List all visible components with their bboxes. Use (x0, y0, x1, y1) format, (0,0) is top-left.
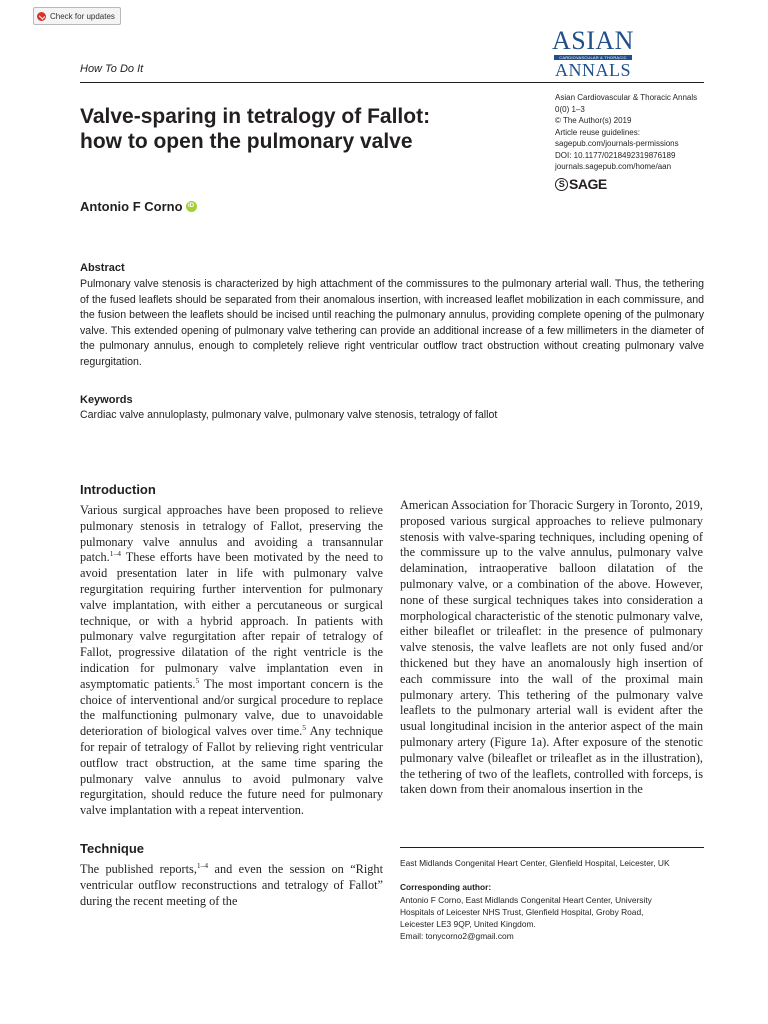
intro-text-3: The most important concern is the choice of interventional and/or surgical procedure to replace the malfunctioning pulmonary valve, due to unavoidable deterioration of biological valves over time. (80, 676, 383, 739)
technique-continued-paragraph: American Association for Thoracic Surgery in Toronto, 2019, proposed various surgical approaches to relieve pulmonary stenosis with valve-sparing techniques, including opening of the commissure up to the valve annulus, pulmonary valve delamination, intraoperative balloon dilatation of the pulmonary valve, or a combination of the above. However, none of these surgical techniques takes into consideration a morphological characteristic of the stenotic pulmonary valve, either bileaflet or trileaflet: in the presence of pulmonary valve stenosis, the valve leaflets are not only fused and/or thickened but they have an anomalously high insertion of each commissure into the wall of the proximal main pulmonary artery. This tethering of the pulmonary valve leaflets to the pulmonary arterial wall is evident after the usual longitudinal incision in the anterior aspect of the main pulmonary artery (Figure 1a). After exposure of the stenotic pulmonary valve (bileaflet or trileaflet as in the illustration), the tethering of two of the leaflets, controlled with forceps, is taken down from their anomalous insertion in the (400, 498, 703, 797)
citation-ref[interactable]: 1–4 (109, 549, 121, 559)
left-column (80, 482, 383, 909)
citation-ref[interactable]: 1–4 (196, 860, 209, 870)
citation-ref[interactable]: 5 (302, 723, 306, 733)
introduction-paragraph (80, 503, 383, 819)
technique-text-2: and even the session on “Right ventricular outflow reconstructions and tetralogy of Fallot” during the recent meeting of the (80, 861, 383, 908)
journal-logo-line2: ANNALS (554, 60, 631, 80)
corresponding-line: Hospitals of Leicester NHS Trust, Glenfield Hospital, Groby Road, (400, 907, 644, 917)
reuse-label: Article reuse guidelines: (555, 127, 640, 137)
journal-name: Asian Cardiovascular & Thoracic Annals (555, 93, 698, 102)
corresponding-email[interactable]: Email: tonycorno2@gmail.com (400, 931, 514, 941)
technique-heading: Technique (80, 840, 145, 856)
orcid-icon[interactable]: iD (186, 201, 197, 212)
author-line (80, 199, 197, 214)
technique-text-1: The published reports, (80, 861, 197, 876)
journal-metadata (555, 92, 697, 173)
header-divider (80, 82, 704, 83)
journal-homepage-link[interactable]: journals.sagepub.com/home/aan (555, 162, 672, 171)
section-label: How To Do It (80, 63, 144, 75)
article-title-line2: how to open the pulmonary valve (80, 130, 413, 153)
permissions-link[interactable]: sagepub.com/journals-permissions (555, 139, 679, 148)
intro-text-4: Any technique for repair of tetralogy of Fallot by relieving right ventricular outflow tract obstruction, at the same time sparing the pulmonary valve annulus to avoid pulmonary valve regurgitation, should reduce the future need for pulmonary valve implantation with a repeat intervention. (80, 724, 383, 818)
intro-text-2: These efforts have been motivated by the need to avoid presentation later in life with pulmonary valve regurgitation requiring further intervention for pulmonary valve implantation, with either a percutaneous or surgical technique, or with a hybrid approach. In patients with pulmonary valve regurgitation after repair of tetralogy of Fallot, progressive dilatation of the right ventricle is the indication for pulmonary valve implantation even in asymptomatic patients. (80, 550, 383, 691)
journal-logo-bar: CARDIOVASCULAR & THORACIC (554, 55, 632, 60)
corresponding-line: Leicester LE3 9QP, United Kingdom. (400, 919, 536, 929)
doi[interactable]: DOI: 10.1177/0218492319876189 (555, 150, 676, 160)
corresponding-line: Antonio F Corno, East Midlands Congenital Heart Center, University (400, 895, 652, 905)
article-title-line1: Valve-sparing in tetralogy of Fallot: (80, 105, 431, 128)
affiliation: East Midlands Congenital Heart Center, Glenfield Hospital, Leicester, UK (400, 858, 670, 868)
sage-s-icon: S (555, 178, 568, 191)
technique-paragraph (80, 862, 383, 909)
keywords-heading: Keywords (80, 394, 133, 406)
corresponding-author-heading: Corresponding author: (400, 882, 492, 892)
copyright: © The Author(s) 2019 (555, 116, 632, 125)
article-title (80, 104, 520, 154)
introduction-heading: Introduction (80, 482, 156, 497)
journal-logo (548, 28, 638, 79)
check-for-updates-label: Check for updates (50, 11, 115, 21)
intro-text-1: Various surgical approaches have been proposed to relieve pulmonary stenosis in tetralogy of Fallot, preserving the pulmonary valve annulus and avoiding a transannular patch. (80, 503, 383, 565)
author-name: Antonio F Corno (80, 199, 183, 214)
abstract-text: Pulmonary valve stenosis is characterized by high attachment of the commissures to the pulmonary arterial wall. Thus, the tethering of the fused leaflets should be separated from their anomalous insertion, with increased leaflet mobilization in each commissure, and the fusion between the leaflets should be incised until reaching the pulmonary annulus, providing complete opening of the pulmonary valve. This extended opening of pulmonary valve tethering can provide an additional increase of a few millimeters in the diameter of the pulmonary annulus, enough to completely relieve right ventricular outflow tract obstruction without creating pulmonary valve regurgitation. (80, 278, 704, 368)
abstract-heading: Abstract (80, 262, 125, 274)
check-for-updates-badge[interactable] (33, 7, 121, 25)
corresponding-author-details (400, 894, 710, 942)
right-column (400, 498, 703, 798)
publisher-logo (555, 176, 607, 192)
crossmark-icon (37, 12, 46, 21)
footnote-divider (400, 847, 704, 848)
volume-pages: 0(0) 1–3 (555, 104, 585, 114)
journal-logo-line1: ASIAN (552, 26, 634, 55)
citation-ref[interactable]: 5 (195, 675, 200, 685)
keywords-text: Cardiac valve annuloplasty, pulmonary valve, pulmonary valve stenosis, tetralogy of fallot (80, 409, 498, 421)
publisher-name: SAGE (569, 176, 607, 192)
